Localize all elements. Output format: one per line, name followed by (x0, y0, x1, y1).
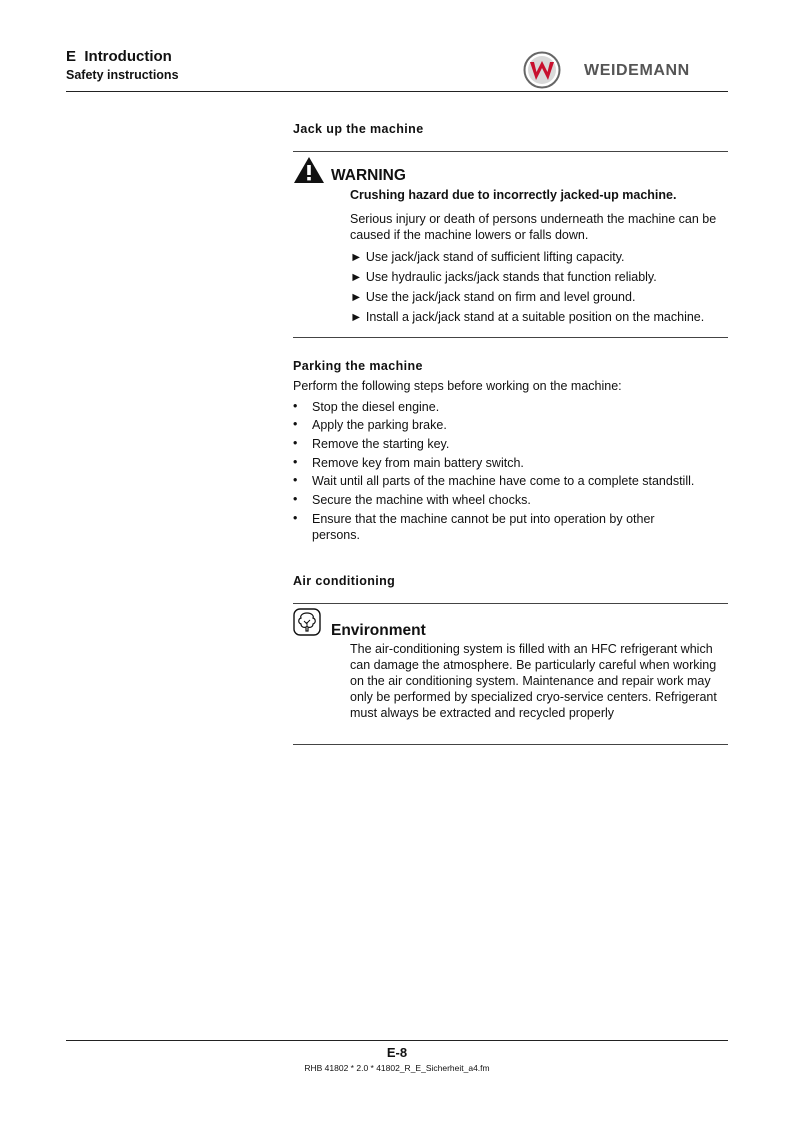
warning-step: ► Use jack/jack stand of sufficient lifting capacity. (350, 250, 625, 264)
warning-step: ► Install a jack/jack stand at a suitable position on the machine. (350, 310, 705, 324)
warning-description: Serious injury or death of persons underneath the machine can be caused if the machine lowers or falls down. (350, 212, 717, 242)
bullet-symbol: • (293, 473, 298, 487)
section-subtitle: Safety instructions (66, 68, 179, 82)
list-item: Stop the diesel engine. (312, 400, 440, 414)
divider (293, 337, 728, 338)
warning-step: ► Use hydraulic jacks/jack stands that function reliably. (350, 270, 657, 284)
list-item: Remove key from main battery switch. (312, 456, 524, 470)
header-divider (66, 91, 728, 92)
environment-label: Environment (331, 622, 426, 639)
brand-wordmark: WEIDEMANN (584, 62, 690, 79)
section-heading-parking: Parking the machine (293, 359, 423, 373)
chapter-letter: E (66, 48, 77, 65)
bullet-symbol: • (293, 492, 298, 506)
list-item: Secure the machine with wheel chocks. (312, 493, 531, 507)
divider (293, 151, 728, 152)
bullet-symbol: • (293, 417, 298, 431)
divider (293, 603, 728, 604)
warning-step: ► Use the jack/jack stand on firm and level ground. (350, 290, 636, 304)
list-item: Apply the parking brake. (312, 418, 447, 432)
section-heading-air-conditioning: Air conditioning (293, 574, 396, 588)
file-reference: RHB 41802 * 2.0 * 41802_R_E_Sicherheit_a4.fm (304, 1063, 490, 1073)
parking-intro: Perform the following steps before working on the machine: (293, 379, 622, 393)
chapter-name: Introduction (84, 48, 172, 65)
list-item: Remove the starting key. (312, 437, 450, 451)
section-heading-jack: Jack up the machine (293, 122, 424, 136)
tree-icon (293, 608, 321, 636)
environment-description: The air-conditioning system is filled with an HFC refrigerant which can damage the atmosphere. Be particularly careful when working on the air conditioning system. Maintenance and repair work may only be performed by specialized cryo-service centers. Refrigerant must always be extracted and recycled properly (350, 642, 717, 720)
bullet-symbol: • (293, 436, 298, 450)
chapter-title (66, 48, 172, 65)
list-item: Wait until all parts of the machine have come to a complete standstill. (312, 474, 695, 488)
bullet-symbol: • (293, 399, 298, 413)
warning-triangle-icon (293, 156, 325, 184)
list-item: Ensure that the machine cannot be put into operation by other persons. (312, 512, 655, 542)
footer-divider (66, 1040, 728, 1041)
warning-label: WARNING (331, 167, 406, 184)
bullet-symbol: • (293, 455, 298, 469)
bullet-symbol: • (293, 511, 298, 525)
weidemann-logo-icon (523, 51, 561, 89)
warning-subtitle: Crushing hazard due to incorrectly jacked-up machine. (350, 188, 677, 202)
divider (293, 744, 728, 745)
page-number: E-8 (386, 1045, 408, 1060)
